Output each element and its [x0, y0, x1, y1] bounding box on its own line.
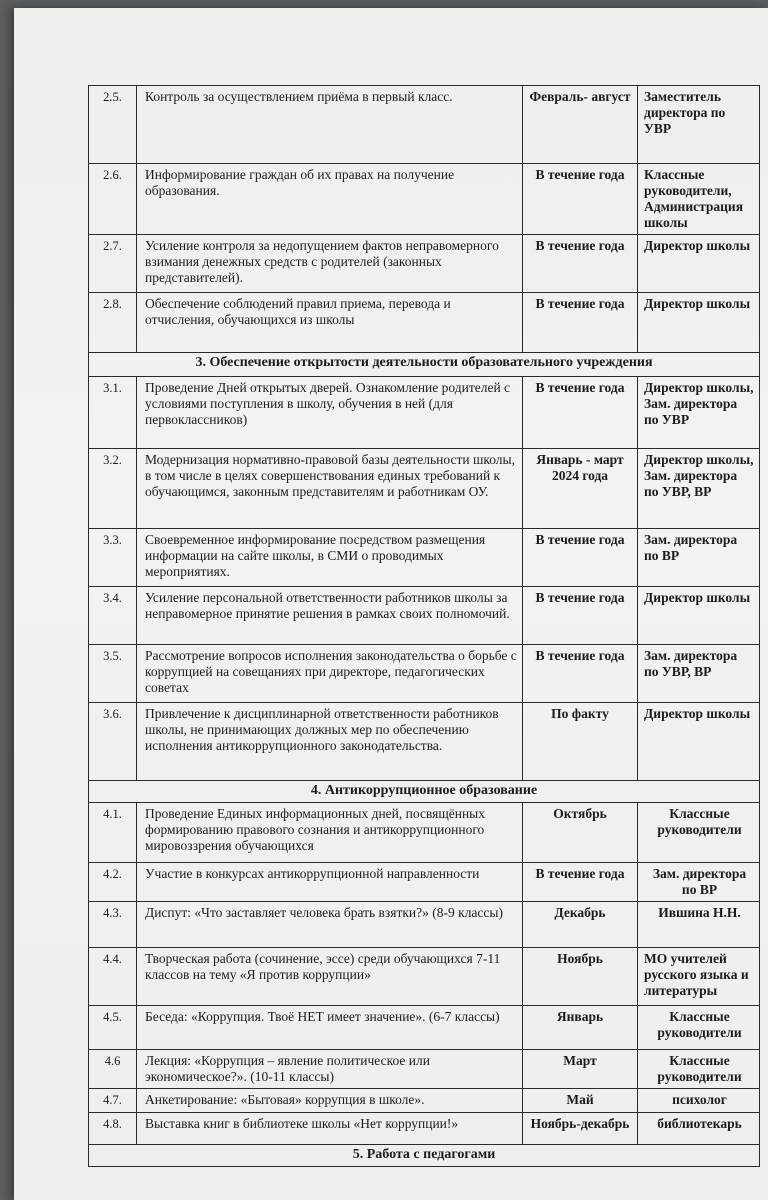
- row-description: Контроль за осуществлением приёма в первый класс.: [137, 86, 523, 164]
- table-row: [89, 902, 760, 948]
- row-responsible: Классные руководители: [638, 803, 760, 863]
- table-row: [89, 1050, 760, 1089]
- row-responsible: Директор школы, Зам. директора по УВР, ВР: [638, 449, 760, 529]
- table-row: [89, 86, 760, 164]
- row-description: Информирование граждан об их правах на получение образования.: [137, 164, 523, 235]
- row-description: Усиление персональной ответственности работников школы за неправомерное принятие решения в рамках своих полномочий.: [137, 587, 523, 645]
- row-term: Февраль- август: [523, 86, 638, 164]
- table-row: [89, 235, 760, 293]
- table-row: [89, 863, 760, 902]
- row-number: 4.2.: [89, 863, 137, 902]
- row-term: Декабрь: [523, 902, 638, 948]
- section-title: 4. Антикоррупционное образование: [89, 781, 760, 803]
- row-term: Январь: [523, 1006, 638, 1050]
- row-number: 3.1.: [89, 377, 137, 449]
- row-number: 2.6.: [89, 164, 137, 235]
- table-row: [89, 645, 760, 703]
- row-term: В течение года: [523, 863, 638, 902]
- section-title: 3. Обеспечение открытости деятельности образовательного учреждения: [89, 353, 760, 377]
- row-number: 3.3.: [89, 529, 137, 587]
- table-row: [89, 948, 760, 1006]
- row-term: В течение года: [523, 293, 638, 353]
- row-responsible: Зам. директора по УВР, ВР: [638, 645, 760, 703]
- row-term: Май: [523, 1089, 638, 1113]
- row-responsible: Классные руководители: [638, 1006, 760, 1050]
- row-responsible: Директор школы, Зам. директора по УВР: [638, 377, 760, 449]
- document-page: [14, 8, 768, 1200]
- section-title: 5. Работа с педагогами: [89, 1145, 760, 1167]
- row-number: 4.4.: [89, 948, 137, 1006]
- table-row: [89, 703, 760, 781]
- row-description: Своевременное информирование посредством размещения информации на сайте школы, в СМИ о проводимых мероприятиях.: [137, 529, 523, 587]
- row-description: Привлечение к дисциплинарной ответственности работников школы, не принимающих должных мер по обеспечению исполнения антикоррупционного законодательства.: [137, 703, 523, 781]
- row-responsible: Директор школы: [638, 235, 760, 293]
- row-description: Выставка книг в библиотеке школы «Нет коррупции!»: [137, 1113, 523, 1145]
- table-row: [89, 529, 760, 587]
- anticorruption-plan-table: [88, 85, 760, 1167]
- row-term: В течение года: [523, 645, 638, 703]
- row-responsible: Классные руководители: [638, 1050, 760, 1089]
- row-number: 2.8.: [89, 293, 137, 353]
- row-term: В течение года: [523, 377, 638, 449]
- table-row: [89, 587, 760, 645]
- row-description: Лекция: «Коррупция – явление политическое или экономическое?». (10-11 классы): [137, 1050, 523, 1089]
- row-term: Ноябрь-декабрь: [523, 1113, 638, 1145]
- row-number: 4.5.: [89, 1006, 137, 1050]
- row-responsible: Ившина Н.Н.: [638, 902, 760, 948]
- row-number: 3.2.: [89, 449, 137, 529]
- row-responsible: МО учителей русского языка и литературы: [638, 948, 760, 1006]
- row-responsible: Зам. директора по ВР: [638, 529, 760, 587]
- row-description: Анкетирование: «Бытовая» коррупция в школе».: [137, 1089, 523, 1113]
- row-description: Диспут: «Что заставляет человека брать взятки?» (8-9 классы): [137, 902, 523, 948]
- row-term: Октябрь: [523, 803, 638, 863]
- row-description: Творческая работа (сочинение, эссе) среди обучающихся 7-11 классов на тему «Я против коррупции»: [137, 948, 523, 1006]
- table-row: [89, 377, 760, 449]
- row-description: Модернизация нормативно-правовой базы деятельности школы, в том числе в целях совершенствования единых требований к обучающимся, законным представителям и работникам ОУ.: [137, 449, 523, 529]
- section-header-row: [89, 1145, 760, 1167]
- row-term: В течение года: [523, 587, 638, 645]
- row-number: 4.1.: [89, 803, 137, 863]
- row-number: 3.5.: [89, 645, 137, 703]
- row-responsible: Заместитель директора по УВР: [638, 86, 760, 164]
- row-number: 3.6.: [89, 703, 137, 781]
- row-number: 3.4.: [89, 587, 137, 645]
- row-responsible: Классные руководители, Администрация школы: [638, 164, 760, 235]
- row-term: По факту: [523, 703, 638, 781]
- row-description: Проведение Единых информационных дней, посвящённых формированию правового сознания и антикоррупционного мировоззрения обучающихся: [137, 803, 523, 863]
- row-number: 2.5.: [89, 86, 137, 164]
- table-row: [89, 1113, 760, 1145]
- row-responsible: Директор школы: [638, 703, 760, 781]
- row-description: Обеспечение соблюдений правил приема, перевода и отчисления, обучающихся из школы: [137, 293, 523, 353]
- table-row: [89, 164, 760, 235]
- section-header-row: [89, 353, 760, 377]
- row-term: В течение года: [523, 529, 638, 587]
- row-term: В течение года: [523, 235, 638, 293]
- row-description: Проведение Дней открытых дверей. Ознакомление родителей с условиями поступления в школу, обучения в ней (для первоклассников): [137, 377, 523, 449]
- section-header-row: [89, 781, 760, 803]
- table-row: [89, 293, 760, 353]
- table-row: [89, 449, 760, 529]
- table-row: [89, 1006, 760, 1050]
- row-term: Январь - март 2024 года: [523, 449, 638, 529]
- row-number: 4.8.: [89, 1113, 137, 1145]
- row-description: Беседа: «Коррупция. Твоё НЕТ имеет значение». (6-7 классы): [137, 1006, 523, 1050]
- row-description: Рассмотрение вопросов исполнения законодательства о борьбе с коррупцией на совещаниях при директоре, педагогических советах: [137, 645, 523, 703]
- row-term: Ноябрь: [523, 948, 638, 1006]
- row-term: Март: [523, 1050, 638, 1089]
- row-responsible: Зам. директора по ВР: [638, 863, 760, 902]
- row-number: 4.6: [89, 1050, 137, 1089]
- table-row: [89, 803, 760, 863]
- row-responsible: Директор школы: [638, 293, 760, 353]
- row-responsible: библиотекарь: [638, 1113, 760, 1145]
- row-term: В течение года: [523, 164, 638, 235]
- row-number: 4.3.: [89, 902, 137, 948]
- row-responsible: психолог: [638, 1089, 760, 1113]
- row-number: 2.7.: [89, 235, 137, 293]
- table-row: [89, 1089, 760, 1113]
- row-responsible: Директор школы: [638, 587, 760, 645]
- row-description: Усиление контроля за недопущением фактов неправомерного взимания денежных средств с родителей (законных представителей).: [137, 235, 523, 293]
- row-description: Участие в конкурсах антикоррупционной направленности: [137, 863, 523, 902]
- row-number: 4.7.: [89, 1089, 137, 1113]
